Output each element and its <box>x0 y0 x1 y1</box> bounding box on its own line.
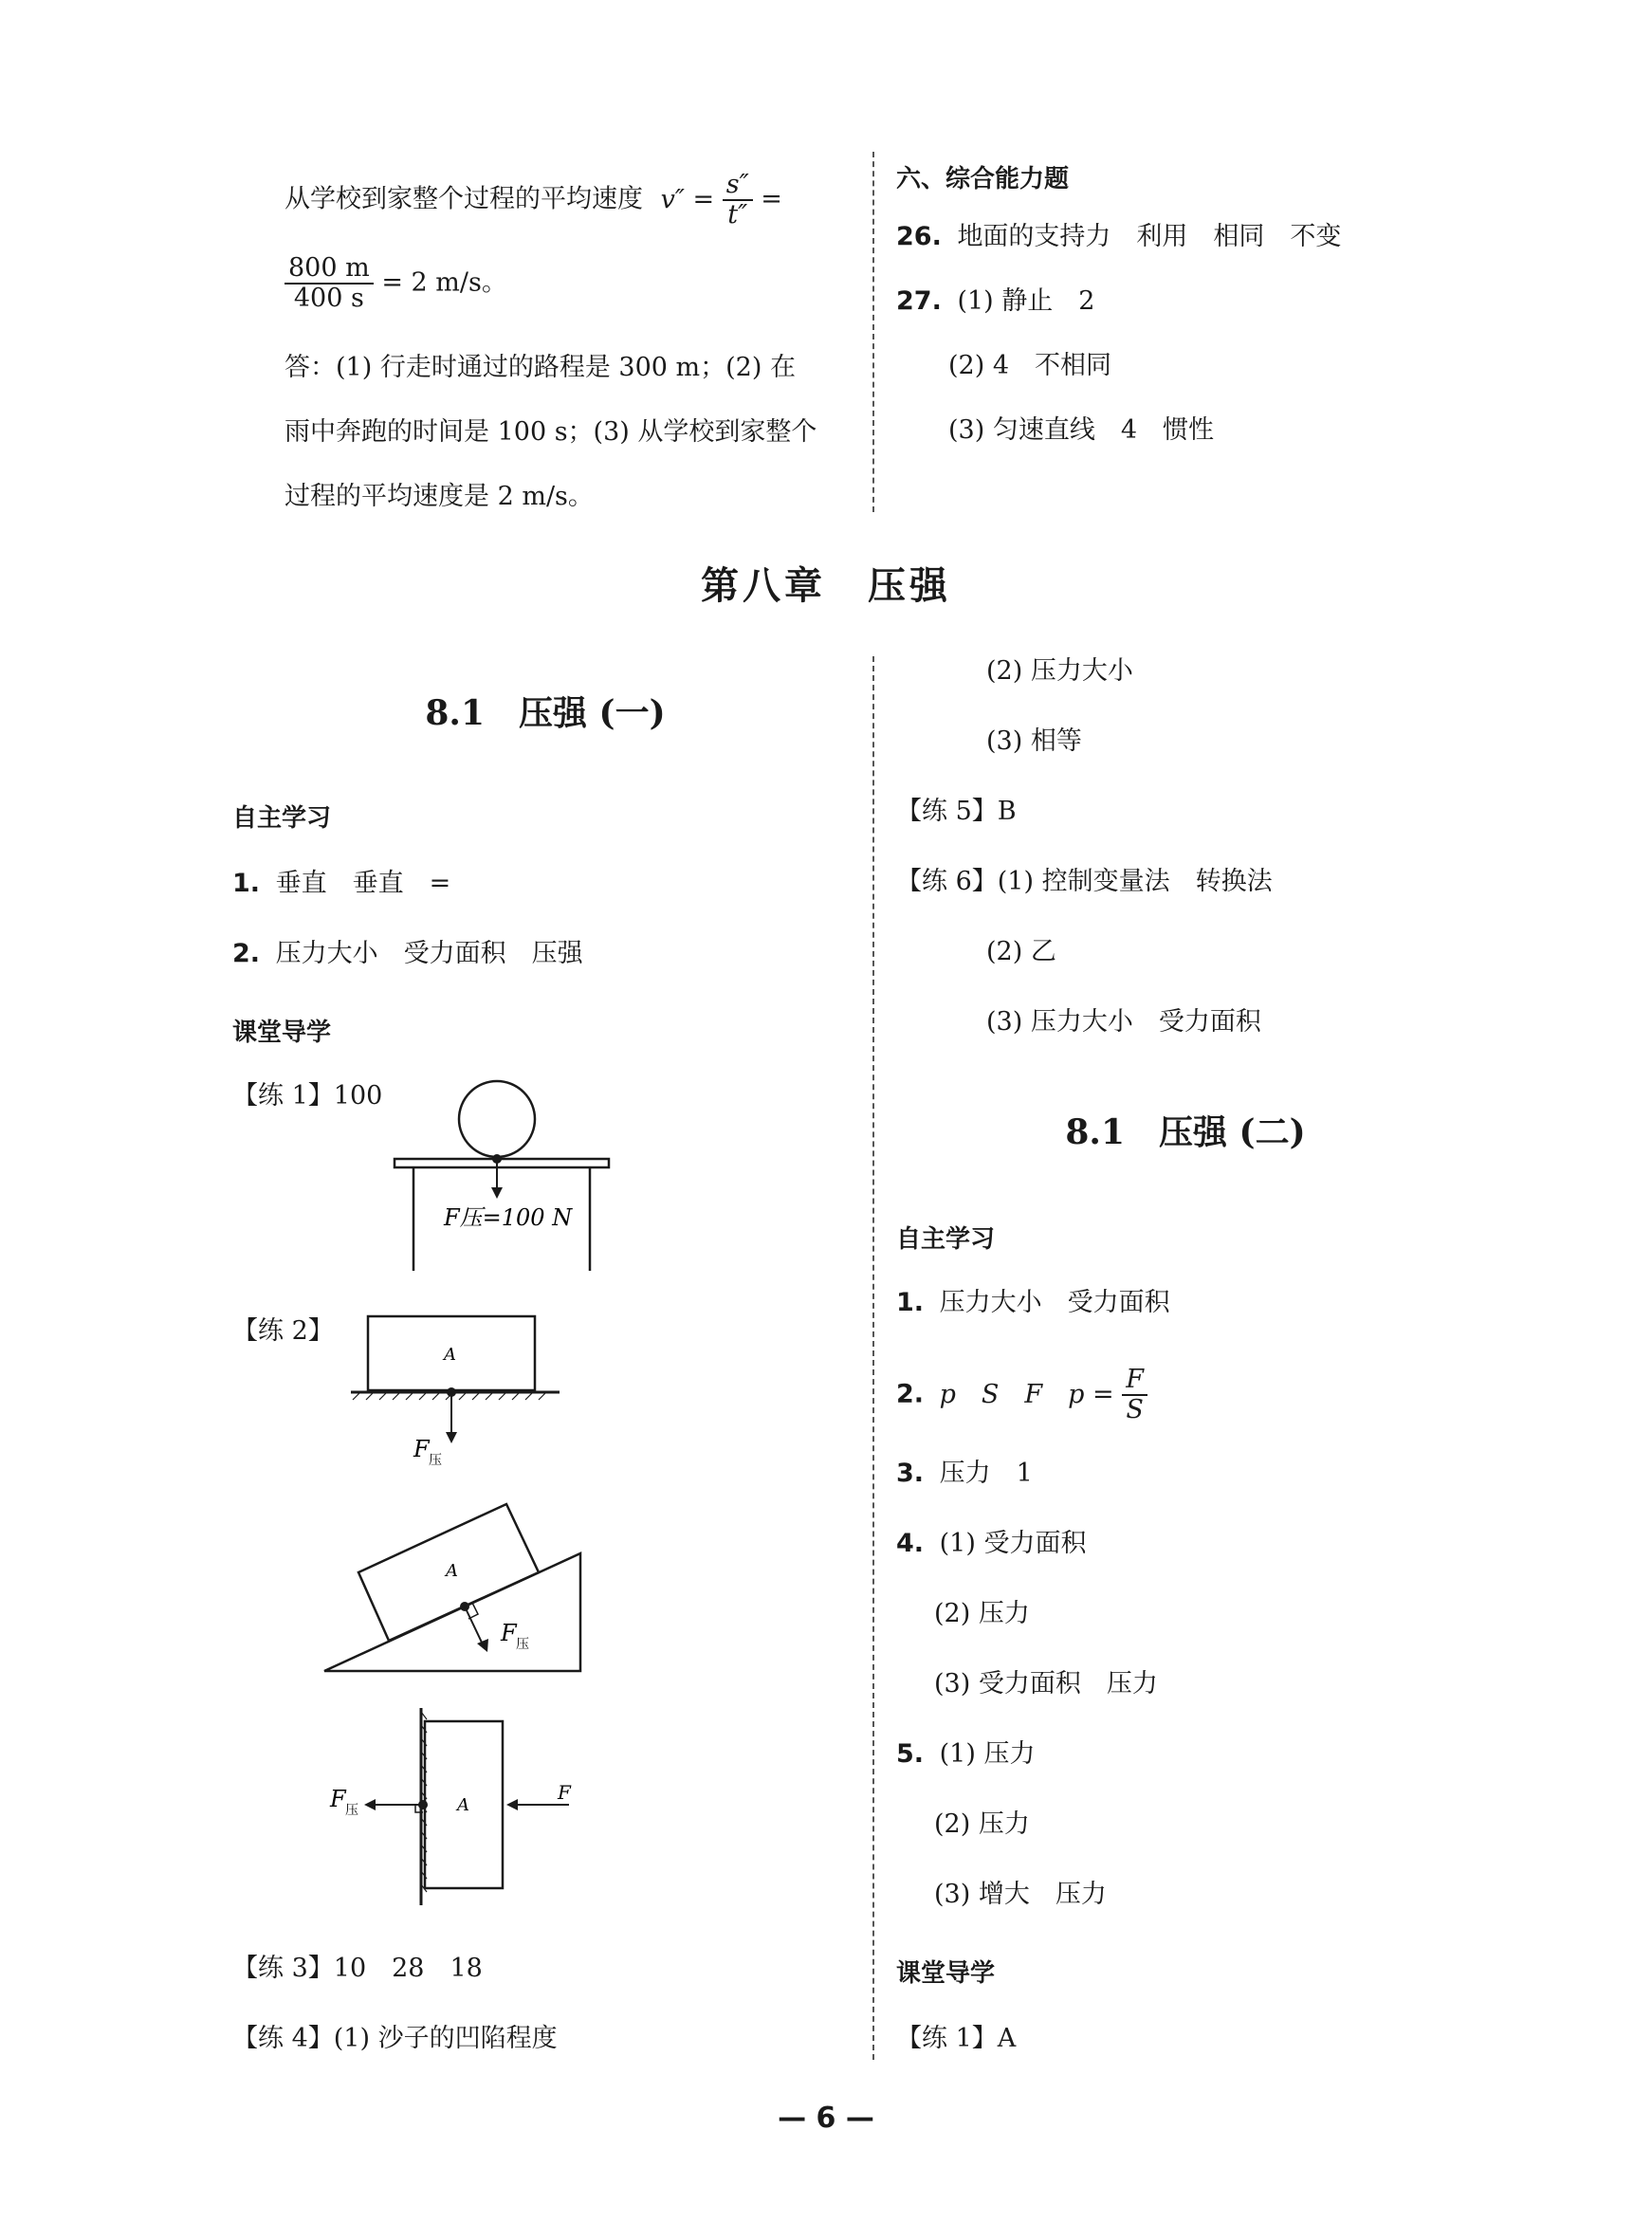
left-z2 <box>232 939 583 969</box>
pressure-formula-fraction <box>1122 1366 1147 1424</box>
lian6-right: 【练 6】(1) 控制变量法 转换法 <box>896 867 1273 896</box>
right-z1-number: 1. <box>896 1288 925 1317</box>
section-title-8-1-part1: 8.1 压强 (一) <box>425 693 666 733</box>
q26-number: 26. <box>896 222 942 251</box>
fig2a-force-label: F <box>413 1436 430 1462</box>
lian2-left: 【练 2】 <box>232 1316 334 1346</box>
page-number: — 6 — <box>778 2102 874 2135</box>
right-z5-part2: (2) 压力 <box>934 1809 1030 1839</box>
fig2c-force-label: F <box>330 1786 346 1812</box>
right-z2 <box>896 1366 1147 1424</box>
left-z1 <box>232 869 450 899</box>
right-r2: (3) 相等 <box>986 726 1082 756</box>
lian1-left: 【练 1】100 <box>232 1081 383 1111</box>
lian3-left: 【练 3】10 28 18 <box>232 1954 483 1983</box>
lian6-part2: (2) 乙 <box>986 937 1056 966</box>
right-z5-part3: (3) 增大 压力 <box>934 1880 1107 1909</box>
frac-numerator: s″ <box>723 171 753 201</box>
fig1-force-label: F压=100 N <box>444 1204 573 1231</box>
fig2b-force-label: F <box>501 1620 517 1646</box>
ball <box>459 1081 535 1157</box>
q27-part2: (2) 4 不相同 <box>948 351 1112 380</box>
frac2-denominator: 400 s <box>293 284 364 313</box>
right-z2-answer: p S F p = <box>939 1379 1114 1409</box>
q27 <box>896 286 1094 317</box>
right-r1: (2) 压力大小 <box>986 656 1133 686</box>
applied-force-arrow-head <box>506 1799 518 1810</box>
left-z2-number: 2. <box>232 939 261 968</box>
q27-number: 27. <box>896 286 942 316</box>
right-z4-number: 4. <box>896 1529 925 1558</box>
column-divider-main <box>872 656 874 2060</box>
lian1-right: 【练 1】A <box>896 2024 1017 2053</box>
avg-speed-text: 从学校到家整个过程的平均速度 <box>285 184 643 214</box>
pressure-arrow-head <box>446 1432 457 1443</box>
section-heading-comprehensive: 六、综合能力题 <box>896 165 1070 193</box>
answer-line-1: 答：(1) 行走时通过的路程是 300 m；(2) 在 <box>285 353 796 382</box>
lian4-left: 【练 4】(1) 沙子的凹陷程度 <box>232 2024 558 2053</box>
lian6-part3: (3) 压力大小 受力面积 <box>986 1007 1261 1037</box>
answer-line-3: 过程的平均速度是 2 m/s。 <box>285 482 594 511</box>
section-title-8-1-part2: 8.1 压强 (二) <box>1065 1112 1306 1152</box>
right-z4 <box>896 1529 1086 1559</box>
heading-self-study-left: 自主学习 <box>232 804 332 833</box>
lian5-right: 【练 5】B <box>896 797 1017 826</box>
block-a-label: A <box>444 1345 456 1365</box>
right-z2-number: 2. <box>896 1379 925 1409</box>
right-z1-answer: 压力大小 受力面积 <box>939 1288 1170 1317</box>
avg-speed-line <box>285 171 782 230</box>
left-z2-answer: 压力大小 受力面积 压强 <box>275 939 583 968</box>
chapter-title: 第八章 压强 <box>701 563 951 608</box>
frac-denominator: t″ <box>727 200 748 230</box>
formula-denominator: S <box>1126 1395 1144 1424</box>
incline-block-label: A <box>446 1561 458 1581</box>
heading-class-guide-right: 课堂导学 <box>896 1959 996 1988</box>
right-z4-part2: (2) 压力 <box>934 1599 1030 1628</box>
v-symbol: v″ = <box>660 184 715 214</box>
wall-block-label: A <box>457 1795 469 1815</box>
incline-arrow-head <box>477 1639 488 1652</box>
right-z3 <box>896 1459 1033 1489</box>
left-z1-number: 1. <box>232 869 261 898</box>
applied-force-label: F <box>558 1781 571 1804</box>
answer-line-2: 雨中奔跑的时间是 100 s；(3) 从学校到家整个 <box>285 417 817 447</box>
distance-over-time-fraction <box>285 254 374 313</box>
right-z3-number: 3. <box>896 1459 925 1488</box>
q26 <box>896 222 1341 252</box>
s-over-t-fraction <box>723 171 753 230</box>
right-z1 <box>896 1288 1170 1318</box>
figure-block-on-ground <box>341 1309 569 1470</box>
figure-block-against-wall <box>322 1702 588 1911</box>
fig2c-force-subscript: 压 <box>345 1803 358 1818</box>
q27-part1: (1) 静止 2 <box>957 286 1095 316</box>
right-z3-answer: 压力 1 <box>939 1459 1033 1488</box>
equals-sign: = <box>761 184 782 214</box>
heading-class-guide-left: 课堂导学 <box>232 1019 332 1047</box>
frac2-numerator: 800 m <box>285 254 374 285</box>
left-z1-answer: 垂直 垂直 = <box>275 869 451 898</box>
force-arrow-head <box>491 1187 503 1199</box>
q26-answer: 地面的支持力 利用 相同 不变 <box>957 222 1342 251</box>
figure-ball-on-table <box>379 1072 626 1280</box>
figure-block-on-incline <box>313 1489 597 1679</box>
fig2a-force-subscript: 压 <box>429 1453 442 1468</box>
incline-pressure-arrow <box>465 1607 484 1646</box>
right-z5-number: 5. <box>896 1739 925 1769</box>
tabletop <box>395 1159 609 1167</box>
right-z4-part3: (3) 受力面积 压力 <box>934 1669 1158 1699</box>
formula-numerator: F <box>1122 1366 1147 1396</box>
wall-pressure-arrow-head <box>364 1799 376 1810</box>
right-z4-part1: (1) 受力面积 <box>939 1529 1087 1558</box>
q27-part3: (3) 匀速直线 4 惯性 <box>948 415 1215 445</box>
speed-result: = 2 m/s。 <box>381 267 507 298</box>
right-z5-part1: (1) 压力 <box>939 1739 1036 1769</box>
avg-speed-calc <box>285 254 507 313</box>
fig2b-force-subscript: 压 <box>516 1637 529 1652</box>
column-divider-top <box>872 152 874 512</box>
heading-self-study-right: 自主学习 <box>896 1225 996 1254</box>
right-z5 <box>896 1739 1035 1770</box>
